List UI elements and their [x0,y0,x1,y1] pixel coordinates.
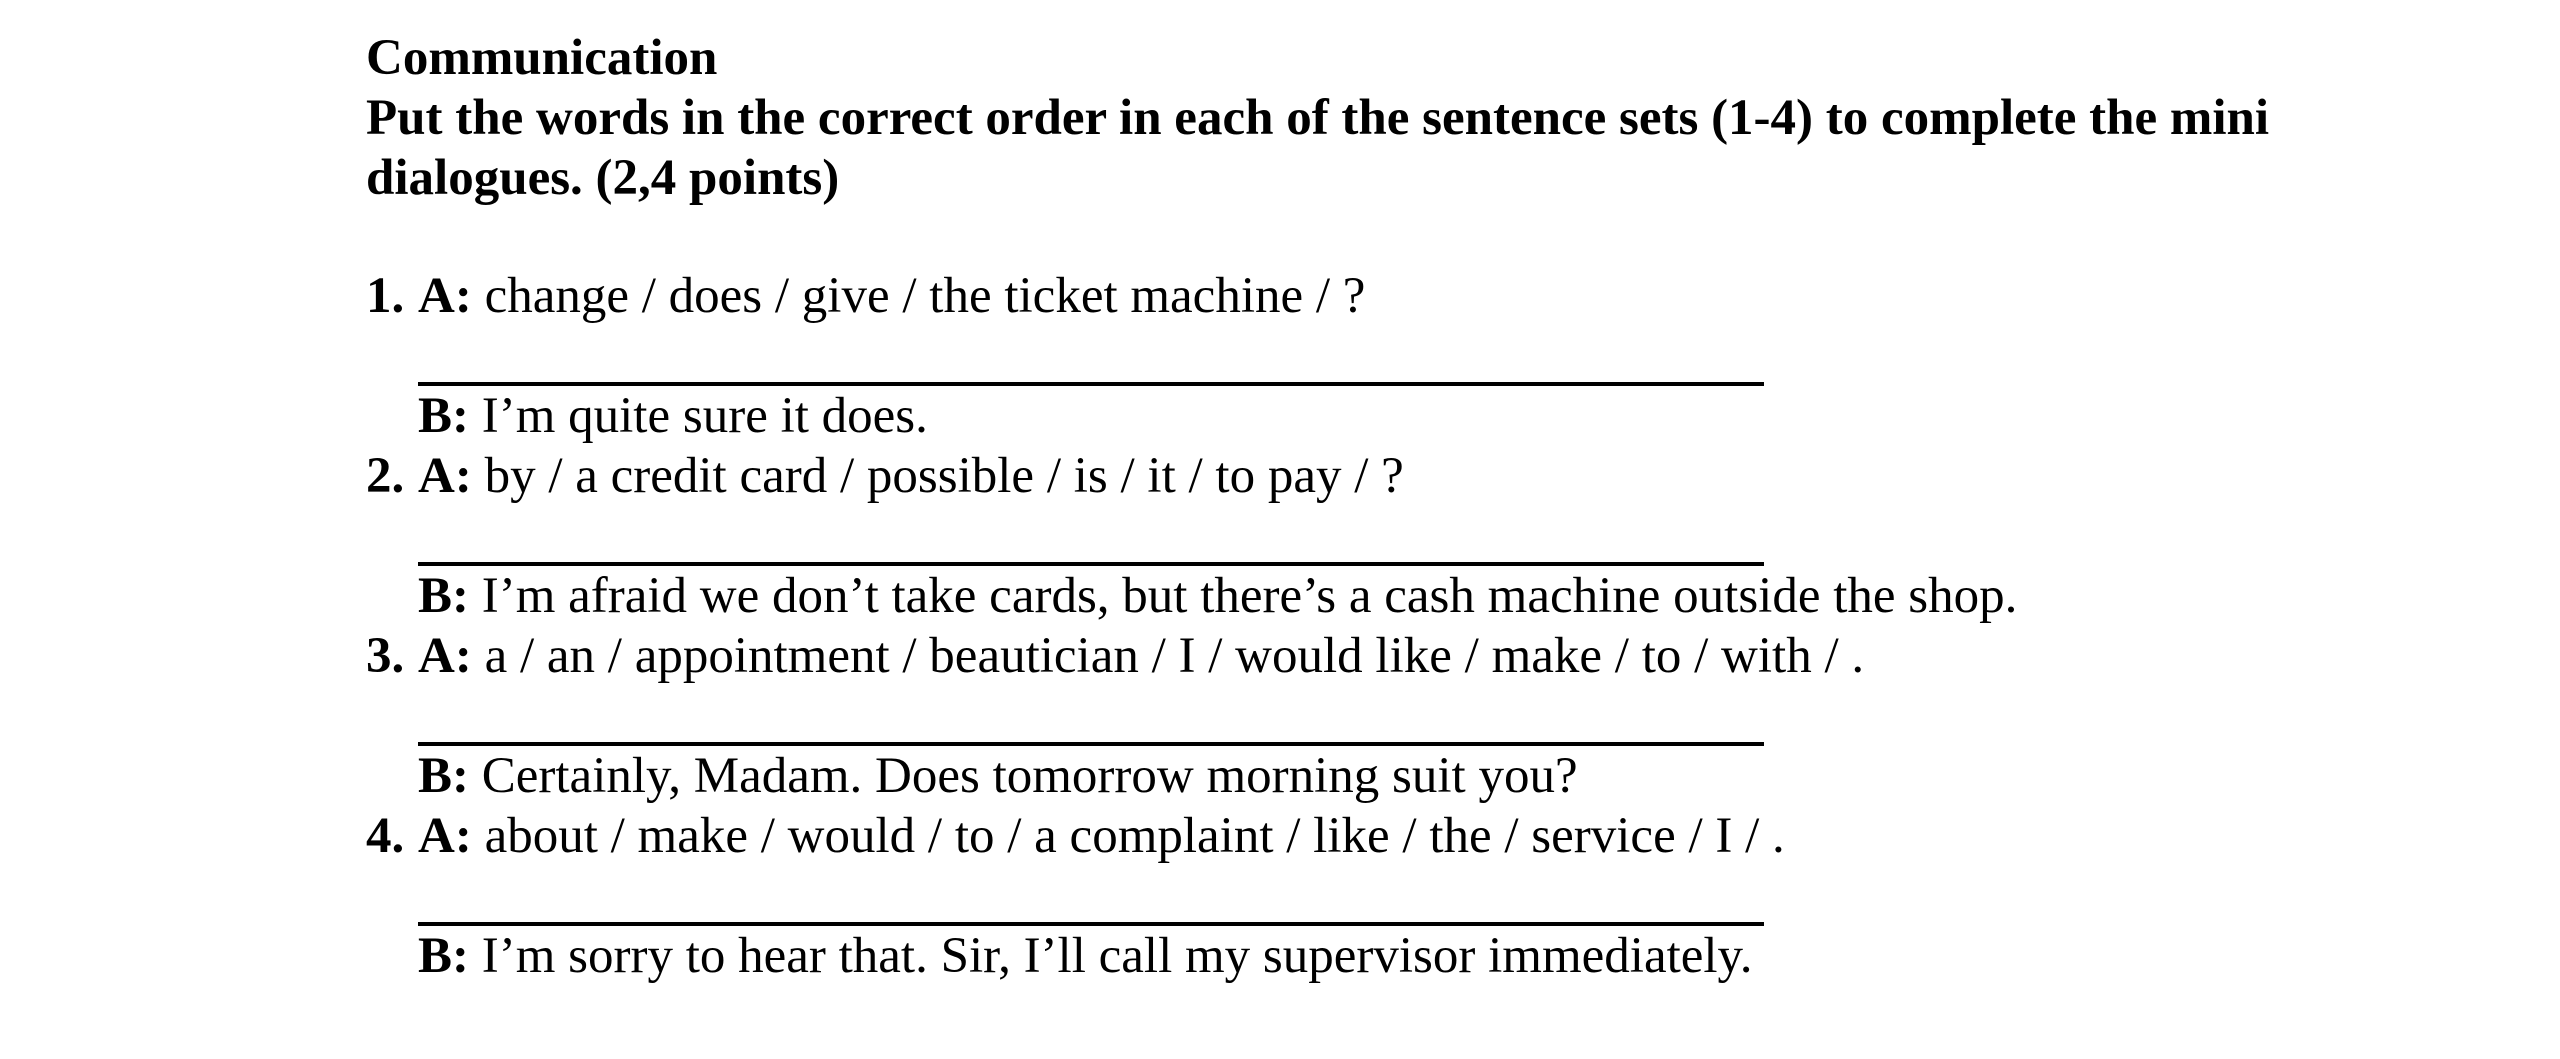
reply-line [366,746,2376,806]
prompt-line [366,446,2376,506]
scrambled-prompt: by / a credit card / possible / is / it / to pay / ? [484,448,1404,504]
speaker-a-label: A: [418,808,472,864]
exercise-item-4 [366,806,2376,986]
answer-blank[interactable] [418,326,1764,386]
prompt-line [366,626,2376,686]
prompt-line [366,806,2376,866]
item-number: 1. [366,268,405,324]
exercise-item-1 [366,266,2376,446]
answer-blank[interactable] [418,686,1764,746]
exercise-item-2 [366,446,2376,626]
reply-line [366,386,2376,446]
worksheet [366,28,2376,986]
exercise-items [366,266,2376,986]
reply-text: I’m afraid we don’t take cards, but there’s a cash machine outside the shop. [481,568,2018,624]
speaker-a-label: A: [418,628,472,684]
reply-text: Certainly, Madam. Does tomorrow morning suit you? [481,748,1578,804]
item-number: 2. [366,448,405,504]
task-instruction: Put the words in the correct order in each of the sentence sets (1-4) to complete the mini dialogues. (2,4 points) [366,90,2270,206]
item-number: 4. [366,808,405,864]
reply-line [366,926,2376,986]
answer-blank[interactable] [418,866,1764,926]
speaker-b-label: B: [418,568,469,624]
scrambled-prompt: change / does / give / the ticket machine / ? [484,268,1366,324]
prompt-line [366,266,2376,326]
speaker-b-label: B: [418,928,469,984]
reply-line [366,566,2376,626]
section-heading: Communication [366,30,718,86]
exercise-item-3 [366,626,2376,806]
scrambled-prompt: about / make / would / to / a complaint / like / the / service / I / . [484,808,1785,864]
reply-text: I’m sorry to hear that. Sir, I’ll call my supervisor immediately. [481,928,1753,984]
answer-blank[interactable] [418,506,1764,566]
speaker-a-label: A: [418,448,472,504]
speaker-a-label: A: [418,268,472,324]
speaker-b-label: B: [418,748,469,804]
item-number: 3. [366,628,405,684]
speaker-b-label: B: [418,388,469,444]
scrambled-prompt: a / an / appointment / beautician / I / would like / make / to / with / . [484,628,1865,684]
reply-text: I’m quite sure it does. [481,388,928,444]
